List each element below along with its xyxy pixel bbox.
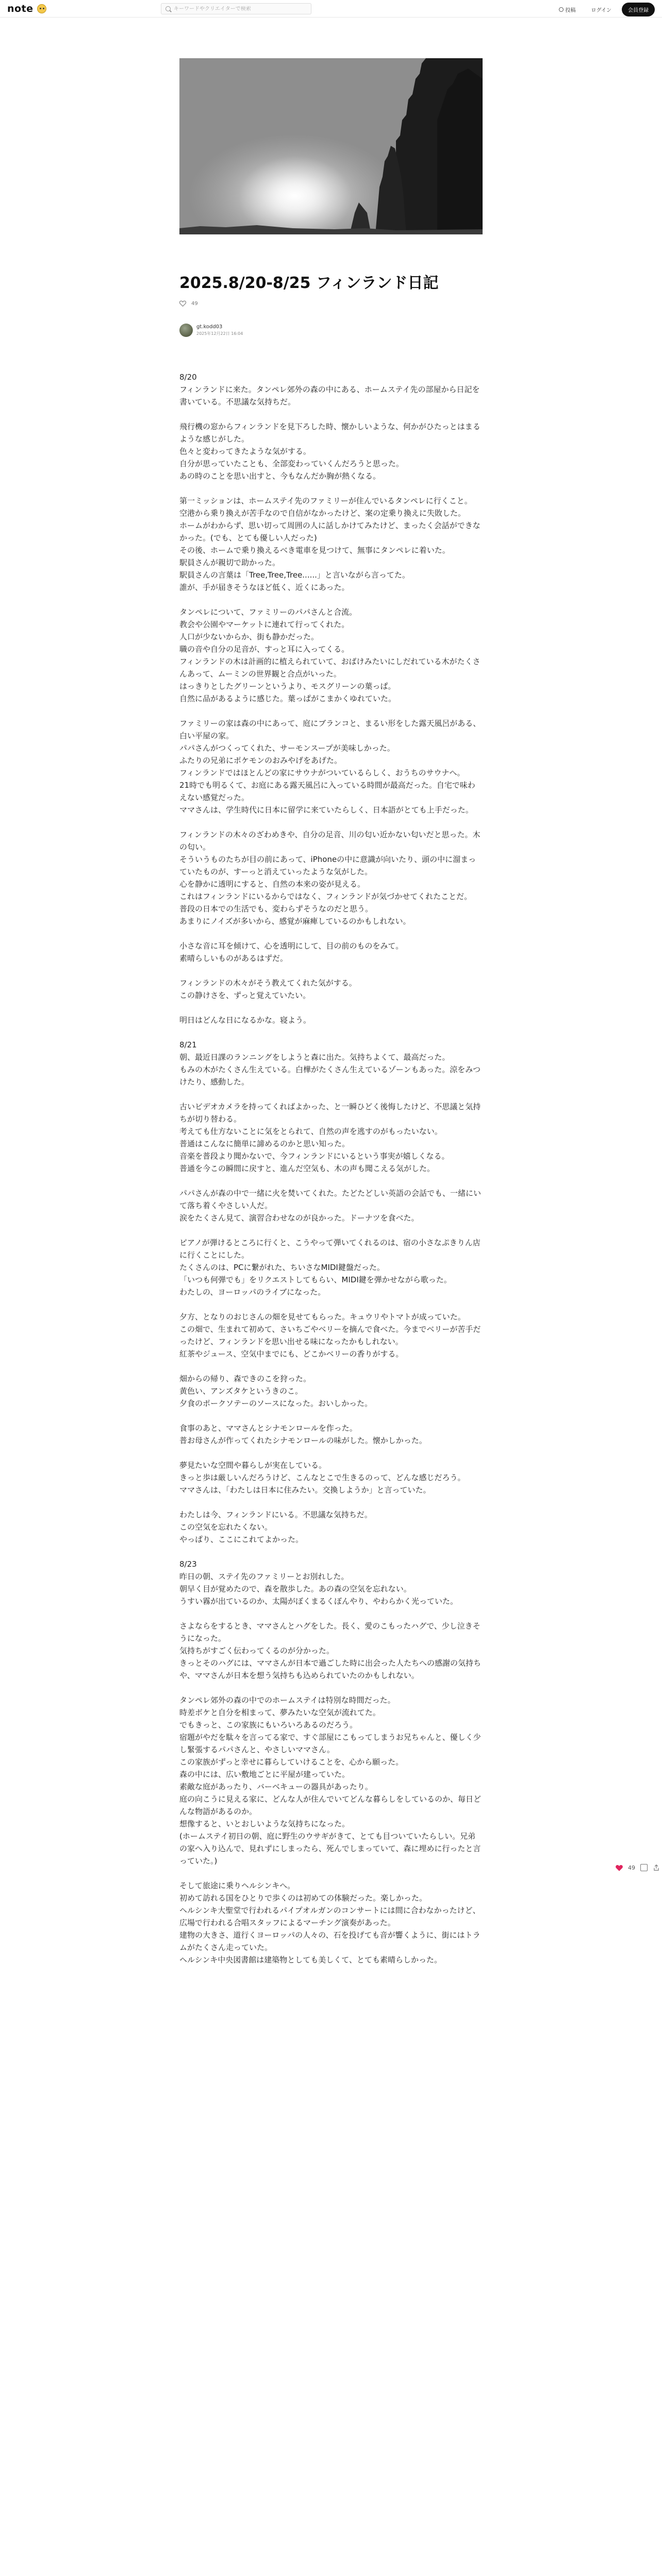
like-row xyxy=(179,300,198,307)
body-paragraph: 古いビデオカメラを持ってくればよかった、と一瞬ひどく後悔したけど、不思議と気持ちが切り替わる。 考えても仕方ないことに気をとられて、自然の声を逃すのがもったいない。 普通はこんなに簡単に諦めるのかと思い知った。 音楽を普段より聞かないで、今フィンランドにいるという事実が嬉しくなる。 普通を今この瞬間に戻すと、進んだ空気も、木の声も聞こえる気がした。 xyxy=(179,1102,481,1173)
logo-face-icon xyxy=(37,4,46,13)
forest-silhouette xyxy=(179,58,483,234)
author-name[interactable]: gt.kodd03 xyxy=(196,324,223,330)
signup-button[interactable]: 会員登録 xyxy=(622,3,655,16)
body-paragraph: 8/20 フィンランドに来た。タンペレ郊外の森の中にある、ホームステイ先の部屋から日記を書いている。不思議な気持ちだ。 xyxy=(179,372,480,406)
author-block[interactable] xyxy=(179,324,243,337)
search-box[interactable] xyxy=(161,3,311,14)
body-paragraph: 8/21 朝、最近日課のランニングをしようと森に出た。気持ちよくて、最高だった。 もみの木がたくさん生えている。白樺がたくさん生えているゾーンもあった。涼をみつけたり、感動した。 xyxy=(179,1040,481,1087)
body-paragraph: 小さな音に耳を傾けて、心を透明にして、目の前のものをみて。 素晴らしいものがあるはずだ。 xyxy=(179,941,404,963)
search-icon xyxy=(166,6,171,11)
post-link[interactable] xyxy=(554,4,581,15)
body-paragraph: 8/23 昨日の朝、ステイ先のファミリーとお別れした。 朝早く目が覚めたので、森を散歩した。あの森の空気を忘れない。 うすい霧が出ているのか、太陽がぼくまるくぼんやり、やわらかく光っていた。 xyxy=(179,1560,458,1606)
body-paragraph: 夕方、となりのおじさんの畑を見せてもらった。キュウリやトマトが成っていた。 この畑で、生まれて初めて、さいちごやベリーを摘んで食べた。今までベリーが苦手だったけど、フィンランドを思い出せる味になったかもしれない。 紅茶やジュース、空気中までにも、どこかベリーの香りがする。 xyxy=(179,1312,481,1359)
body-paragraph: さよならをするとき、ママさんとハグをした。長く、愛のこもったハグで、少し泣きそうになった。 気持ちがすごく伝わってくるのが分かった。 きっとそのハグには、ママさんが日本で過ごした時に出会った人たちへの感謝の気持ちや、ママさんが日本を想う気持ちも込められていたのかもしれない。 xyxy=(179,1621,482,1680)
cover-image xyxy=(179,58,483,234)
body-paragraph: 食事のあと、ママさんとシナモンロールを作った。 普お母さんが作ってくれたシナモンロールの味がした。懐かしかった。 xyxy=(179,1423,427,1445)
body-paragraph: わたしは今、フィンランドにいる。不思議な気持ちだ。 この空気を忘れたくない。 やっぱり、ここにこれてよかった。 xyxy=(179,1510,372,1544)
post-date: 2025年12月22日 16:04 xyxy=(196,331,243,336)
login-label: ログイン xyxy=(591,8,611,13)
post-icon xyxy=(559,7,564,12)
article-title: 2025.8/20-8/25 フィンランド日記 xyxy=(179,274,439,292)
body-paragraph: タンペレについて、ファミリーのパパさんと合流。 教会や公園やマーケットに連れて行ってくれた。 人口が少ないからか、街も静かだった。 職の音や自分の足音が、すっと耳に入ってくる。 フィンランドの木は計画的に植えられていて、おばけみたいにしだれている木がたくさんあって、ムーミンの世界観と合点がいった。 はっきりとしたグリーンというより、モスグリーンの葉っぱ。 自然に品があるように感じた。葉っぱがこまかくゆれていた。 xyxy=(179,607,481,703)
avatar[interactable] xyxy=(179,324,193,337)
author-meta xyxy=(196,324,243,336)
floating-heart-icon[interactable] xyxy=(616,1865,623,1871)
comment-icon[interactable] xyxy=(640,1864,648,1871)
body-paragraph: 第一ミッションは、ホームステイ先のファミリーが住んでいるタンペレに行くこと。 空港から乗り換えが苦手なので自信がなかったけど、案の定乗り換えに失敗した。 ホームがわからず、思い切って周囲の人に話しかけてみたけど、まったく会話ができなかった。(でも、とても優しい人だった) その後、ホームで乗り換えるべき電車を見つけて、無事にタンペレに着いた。 駅員さんが親切で助かった。 駅員さんの言葉は「Tree,Tree,Tree......」と言いながら言ってた。 誰が、手が届きそうなほど低く、近くにあった。 xyxy=(179,496,481,592)
heart-icon[interactable] xyxy=(179,300,186,307)
article-body xyxy=(179,371,483,1978)
body-paragraph: ファミリーの家は森の中にあって、庭にブランコと、まるい形をした露天風呂がある、白い平屋の家。 パパさんがつくってくれた、サーモンスープが美味しかった。 ふたりの兄弟にポケモンのおみやげをあげた。 フィンランドではほとんどの家にサウナがついているらしく、おうちのサウナへ。 21時でも明るくて、お庭にある露天風呂に入っている時間が最高だった。自宅で味わえない感覚だった。 ママさんは、学生時代に日本に留学に来ていたらしく、日本語がとても上手だった。 xyxy=(179,719,481,815)
floating-like-count: 49 xyxy=(628,1864,635,1871)
logo-text[interactable]: note xyxy=(7,3,34,14)
post-label: 投稿 xyxy=(565,8,576,13)
search-input[interactable] xyxy=(174,6,307,12)
body-paragraph: 飛行機の窓からフィンランドを見下ろした時、懐かしいような、何かがひたっとはまるような感じがした。 色々と変わってきたような気がする。 自分が思っていたことも、全部変わっていくんだろうと思った。 あの時のことを思い出すと、今もなんだか胸が熱くなる。 xyxy=(179,422,481,481)
body-paragraph: フィンランドの木々のざわめきや、自分の足音、川の匂い近かない匂いだと思った。木の匂い。 そういうものたちが目の前にあって、iPhoneの中に意識が向いたり、頭の中に溜まっていたものが、すーっと消えていったような気がした。 心を静かに透明にすると、自然の本来の姿が見える。 これはフィンランドにいるからではなく、フィンランドが気づかせてくれたことだ。 普段の日本での生活でも、変わらずそうなのだと思う。 あまりにノイズが多いから、感覚が麻痺しているのかもしれない。 xyxy=(179,830,481,926)
body-paragraph: 畑からの帰り、森できのこを狩った。 黄色い、アンズタケというきのこ。 夕食のポークソテーのソースになった。おいしかった。 xyxy=(179,1374,372,1408)
body-paragraph: そして旅途に乗りヘルシンキへ。 初めて訪れる国をひとりで歩くのは初めての体験だった。楽しかった。 ヘルシンキ大聖堂で行われるパイプオルガンのコンサートには間に合わなかったけど、広場で行われる合唱スタッフによるマーチング演奏があった。 建物の大きさ、道行くヨーロッパの人々の、石を投げても音が響くように、街にはトラムがたくさん走っていた。 ヘルシンキ中央図書館は建築物としても美しくて、とても素晴らしかった。 xyxy=(179,1881,481,1964)
floating-actions xyxy=(616,1864,660,1871)
body-paragraph: フィンランドの木々がそう教えてくれた気がする。 この静けさを、ずっと覚えていたい。 xyxy=(179,978,357,1000)
like-count: 49 xyxy=(191,300,198,307)
top-header xyxy=(0,0,662,18)
login-link[interactable] xyxy=(586,4,617,15)
note-logo[interactable] xyxy=(7,3,46,14)
body-paragraph: 夢見たいな空間や暮らしが実在している。 きっと歩は厳しいんだろうけど、こんなとこで生きるのって、どんな感じだろう。 ママさんは、「わたしは日本に住みたい。交換しようか」と言っていた。 xyxy=(179,1461,466,1495)
body-paragraph: ピアノが弾けるところに行くと、こうやって弾いてくれるのは、宿の小さなぷきりん店に行くことにした。 たくさんのは、PCに繋がれた、ちいさなMIDI鍵盤だった。 「いつも何弾でも」をリクエストしてもらい、MIDI鍵を弾かせながら歌った。 わたしの、ヨーロッパのライブになった。 xyxy=(179,1238,481,1297)
body-paragraph: 明日はどんな日になるかな。寝よう。 xyxy=(179,1015,311,1025)
header-actions xyxy=(554,3,655,16)
share-icon[interactable] xyxy=(653,1864,660,1871)
body-paragraph: タンペレ郊外の森の中でのホームステイは特別な時間だった。 時差ボケと自分を相まって、夢みたいな空気が流れてた。 でもきっと、この家族にもいろいろあるのだろう。 宿題がやだを駄々を言ってる家で、すぐ部屋にこもってしまうお兄ちゃんと、優しく少し緊張するパパさんと、やさしいママさん。 この家族がずっと幸せに暮らしていけることを、心から願った。 森の中には、広い敷地ごとに平屋が建っていた。 素敵な庭があったり、バーベキューの器具があったり。 庭の向こうに見える家に、どんな人が住んでいてどんな暮らしをしているのか、毎日どんな物語があるのか。 想像すると、いとおしいような気持ちになった。 (ホームステイ初日の朝、庭に野生のウサギがきて、とても目ついていたらしい。兄弟の家へ入り込んで、見れずにしまったら、死んでしまっていて、森に埋めに行ったと言っていた。) xyxy=(179,1696,482,1866)
body-paragraph: パパさんが森の中で一緒に火を焚いてくれた。たどたどしい英語の会話でも、一緒にいて落ち着くやさしい人だ。 涙をたくさん見て、演習合わせなのが良かった。ドーナツを食べた。 xyxy=(179,1189,482,1223)
